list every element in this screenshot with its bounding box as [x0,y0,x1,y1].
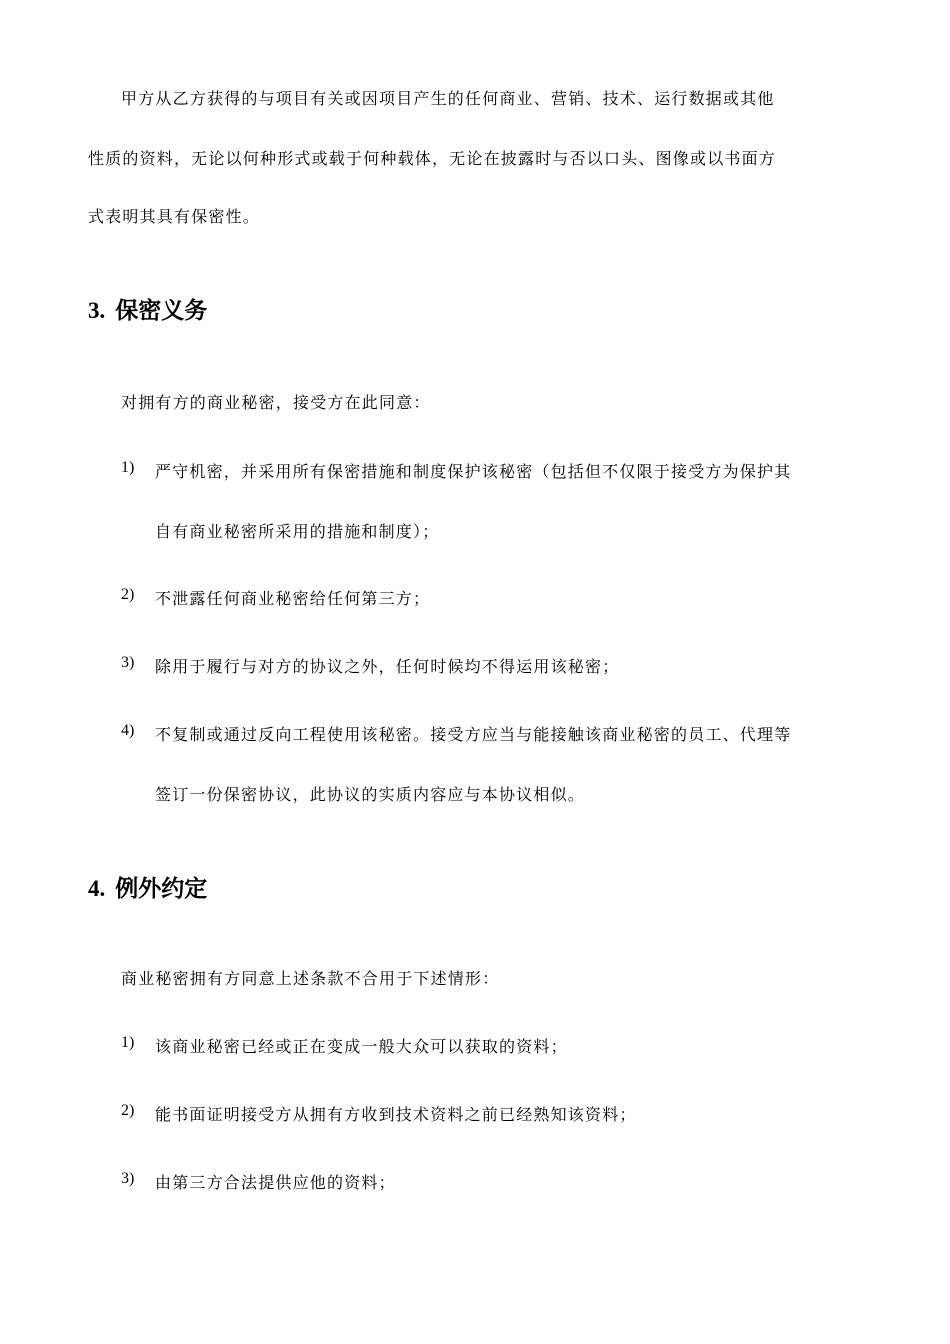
section-3-item-2-number: 2) [121,586,135,603]
intro-line-3: 式表明其具有保密性。 [88,207,261,226]
section-3-number: 3. [88,298,106,323]
section-4-item-3-line-1: 由第三方合法提供应他的资料； [155,1173,396,1192]
section-3-title: 保密义务 [115,297,208,324]
section-3-item-4-line-2: 签订一份保密协议，此协议的实质内容应与本协议相似。 [155,785,586,804]
section-4-lead: 商业秘密拥有方同意上述条款不合用于下述情形： [121,969,500,988]
section-3-item-1-line-1: 严守机密，并采用所有保密措施和制度保护该秘密（包括但不仅限于接受方为保护其 [155,462,792,481]
section-4-item-2-number: 2) [121,1102,135,1119]
section-4-title: 例外约定 [115,875,208,902]
section-3-item-1-number: 1) [121,459,135,476]
section-3-heading [88,292,207,325]
section-3-item-4-line-1: 不复制或通过反向工程使用该秘密。接受方应当与能接触该商业秘密的员工、代理等 [155,725,792,744]
section-3-item-2-line-1: 不泄露任何商业秘密给任何第三方； [155,589,431,608]
section-4-item-1-line-1: 该商业秘密已经或正在变成一般大众可以获取的资料； [155,1037,568,1056]
intro-line-1: 甲方从乙方获得的与项目有关或因项目产生的任何商业、营销、技术、运行数据或其他 [121,89,775,108]
section-4-item-3-number: 3) [121,1170,135,1187]
section-3-item-4-number: 4) [121,722,135,739]
section-4-item-1-number: 1) [121,1034,135,1051]
intro-line-2: 性质的资料，无论以何种形式或载于何种载体，无论在披露时与否以口头、图像或以书面方 [88,149,777,168]
section-3-item-1-line-2: 自有商业秘密所采用的措施和制度）； [155,522,440,541]
section-3-lead: 对拥有方的商业秘密，接受方在此同意： [121,393,431,412]
section-4-heading [88,870,207,903]
section-4-number: 4. [88,876,106,901]
section-4-item-2-line-1: 能书面证明接受方从拥有方收到技术资料之前已经熟知该资料； [155,1105,637,1124]
section-3-item-3-line-1: 除用于履行与对方的协议之外，任何时候均不得运用该秘密； [155,657,620,676]
section-3-item-3-number: 3) [121,654,135,671]
